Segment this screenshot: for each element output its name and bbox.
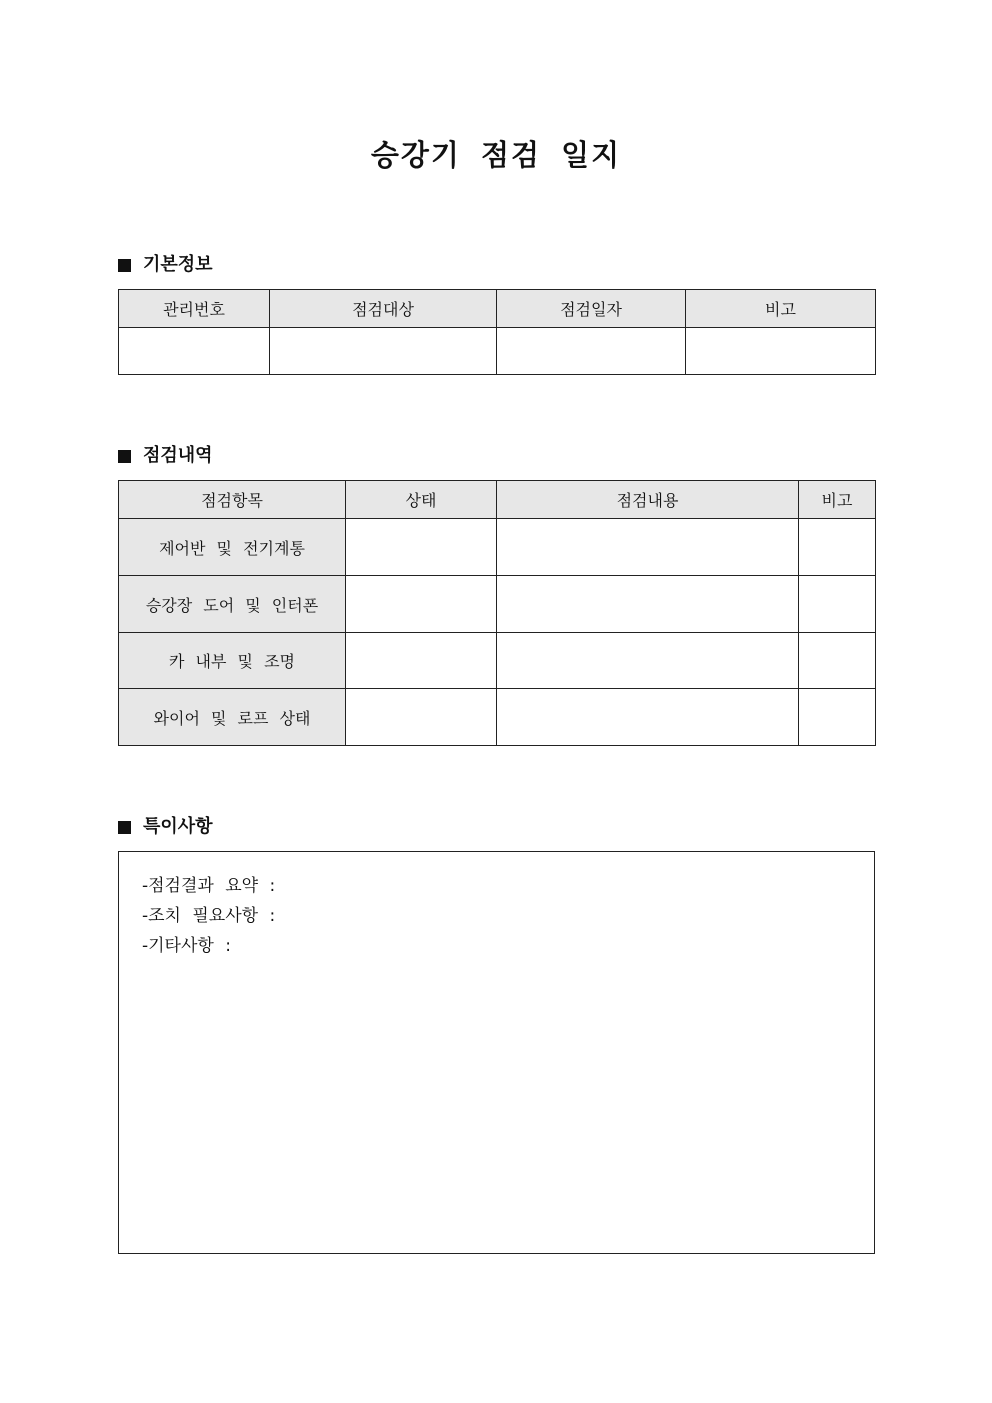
section-heading-remarks (118, 815, 213, 839)
inspection-item-label: 제어반 및 전기계통 (119, 519, 346, 576)
remarks-line-other: -기타사항 : (142, 936, 231, 956)
column-header-inspection-date: 점검일자 (497, 290, 686, 328)
inspection-content-field[interactable] (497, 576, 799, 633)
square-bullet-icon (118, 821, 131, 834)
remarks-line-summary: -점검결과 요약 : (142, 876, 276, 896)
table-row (119, 689, 876, 746)
remarks-field[interactable] (799, 576, 876, 633)
remarks-textarea[interactable] (118, 851, 875, 1254)
remarks-field[interactable] (799, 633, 876, 689)
remarks-field[interactable] (799, 519, 876, 576)
management-number-field[interactable] (119, 328, 270, 375)
inspection-content-field[interactable] (497, 633, 799, 689)
table-row (119, 576, 876, 633)
section-heading-inspection (118, 444, 213, 468)
status-field[interactable] (346, 519, 497, 576)
inspection-date-field[interactable] (497, 328, 686, 375)
status-field[interactable] (346, 576, 497, 633)
section-heading-label: 점검내역 (143, 445, 213, 466)
table-header-row (119, 290, 876, 328)
inspection-item-label: 승강장 도어 및 인터폰 (119, 576, 346, 633)
square-bullet-icon (118, 450, 131, 463)
table-row (119, 519, 876, 576)
remarks-line-action-needed: -조치 필요사항 : (142, 906, 276, 926)
column-header-inspection-item: 점검항목 (119, 481, 346, 519)
section-heading-label: 기본정보 (143, 254, 213, 275)
column-header-status: 상태 (346, 481, 497, 519)
column-header-remarks: 비고 (686, 290, 876, 328)
remarks-field[interactable] (799, 689, 876, 746)
inspection-item-label: 와이어 및 로프 상태 (119, 689, 346, 746)
table-header-row (119, 481, 876, 519)
status-field[interactable] (346, 689, 497, 746)
section-heading-label: 특이사항 (143, 816, 213, 837)
column-header-inspection-content: 점검내용 (497, 481, 799, 519)
table-row (119, 633, 876, 689)
column-header-management-number: 관리번호 (119, 290, 270, 328)
square-bullet-icon (118, 259, 131, 272)
column-header-remarks: 비고 (799, 481, 876, 519)
basic-info-table (118, 289, 876, 375)
remarks-lines (142, 871, 275, 961)
section-heading-basic-info (118, 253, 213, 277)
column-header-inspection-target: 점검대상 (270, 290, 497, 328)
inspection-content-field[interactable] (497, 689, 799, 746)
inspection-content-field[interactable] (497, 519, 799, 576)
table-row (119, 328, 876, 375)
document-title: 승강기 점검 일지 (370, 138, 622, 172)
remarks-field[interactable] (686, 328, 876, 375)
inspection-item-label: 카 내부 및 조명 (119, 633, 346, 689)
status-field[interactable] (346, 633, 497, 689)
inspection-table (118, 480, 876, 746)
inspection-target-field[interactable] (270, 328, 497, 375)
